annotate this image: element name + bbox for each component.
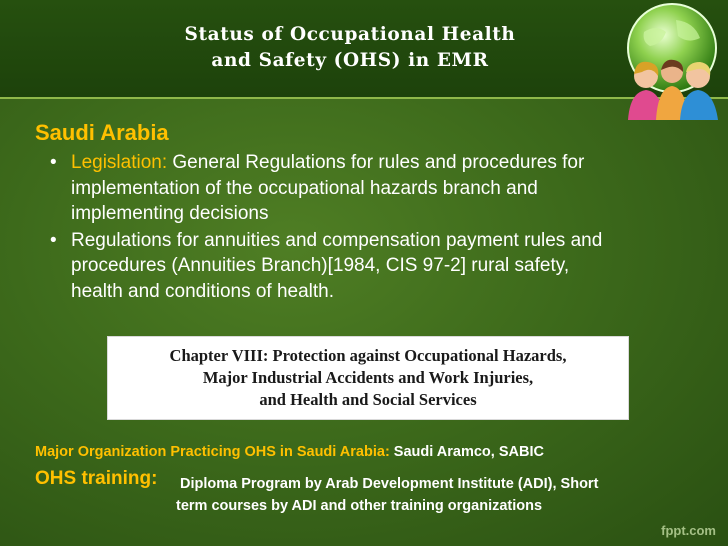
training-lead: OHS training: bbox=[35, 468, 158, 489]
people-globe-icon bbox=[614, 2, 726, 120]
chapter-heading bbox=[108, 345, 628, 411]
title-line-2: and Safety (OHS) in EMR bbox=[211, 50, 489, 71]
organization-lead: Major Organization Practicing OHS in Saudi Arabia: bbox=[35, 444, 390, 460]
bullet-text: Regulations for annuities and compensation payment rules and bbox=[71, 229, 603, 251]
title-line-1: Status of Occupational Health bbox=[184, 24, 516, 45]
bullet-dot-icon: • bbox=[50, 229, 57, 251]
chapter-line-1: Chapter VIII: Protection against Occupational Hazards, bbox=[169, 346, 567, 365]
watermark: fppt.com bbox=[661, 523, 716, 538]
chapter-line-3: and Health and Social Services bbox=[259, 390, 477, 409]
training-line-2: term courses by ADI and other training organizations bbox=[176, 498, 543, 514]
training-text bbox=[176, 473, 696, 517]
slide-title bbox=[120, 22, 580, 74]
bullet-text: implementation of the occupational hazards branch and bbox=[71, 177, 538, 199]
bullet-list bbox=[50, 150, 710, 305]
chapter-line-2: Major Industrial Accidents and Work Injuries, bbox=[202, 368, 534, 387]
bullet-text: implementing decisions bbox=[71, 203, 269, 224]
bullet-dot-icon: • bbox=[50, 152, 57, 173]
bullet-regulations bbox=[50, 228, 710, 305]
bullet-legislation bbox=[50, 150, 710, 227]
bullet-text: General Regulations for rules and procedures for bbox=[167, 152, 585, 173]
organization-value: Saudi Aramco, SABIC bbox=[389, 444, 544, 460]
bullet-lead: Legislation: bbox=[71, 152, 168, 173]
chapter-image-box bbox=[108, 337, 628, 419]
bullet-text: procedures (Annuities Branch)[1984, CIS 97-2] rural safety, bbox=[71, 255, 570, 276]
training-line-1: Diploma Program by Arab Development Institute (ADI), Short bbox=[180, 476, 599, 492]
bullet-text: health and conditions of health. bbox=[71, 280, 335, 302]
organization-line bbox=[35, 444, 544, 460]
country-heading: Saudi Arabia bbox=[35, 120, 169, 145]
